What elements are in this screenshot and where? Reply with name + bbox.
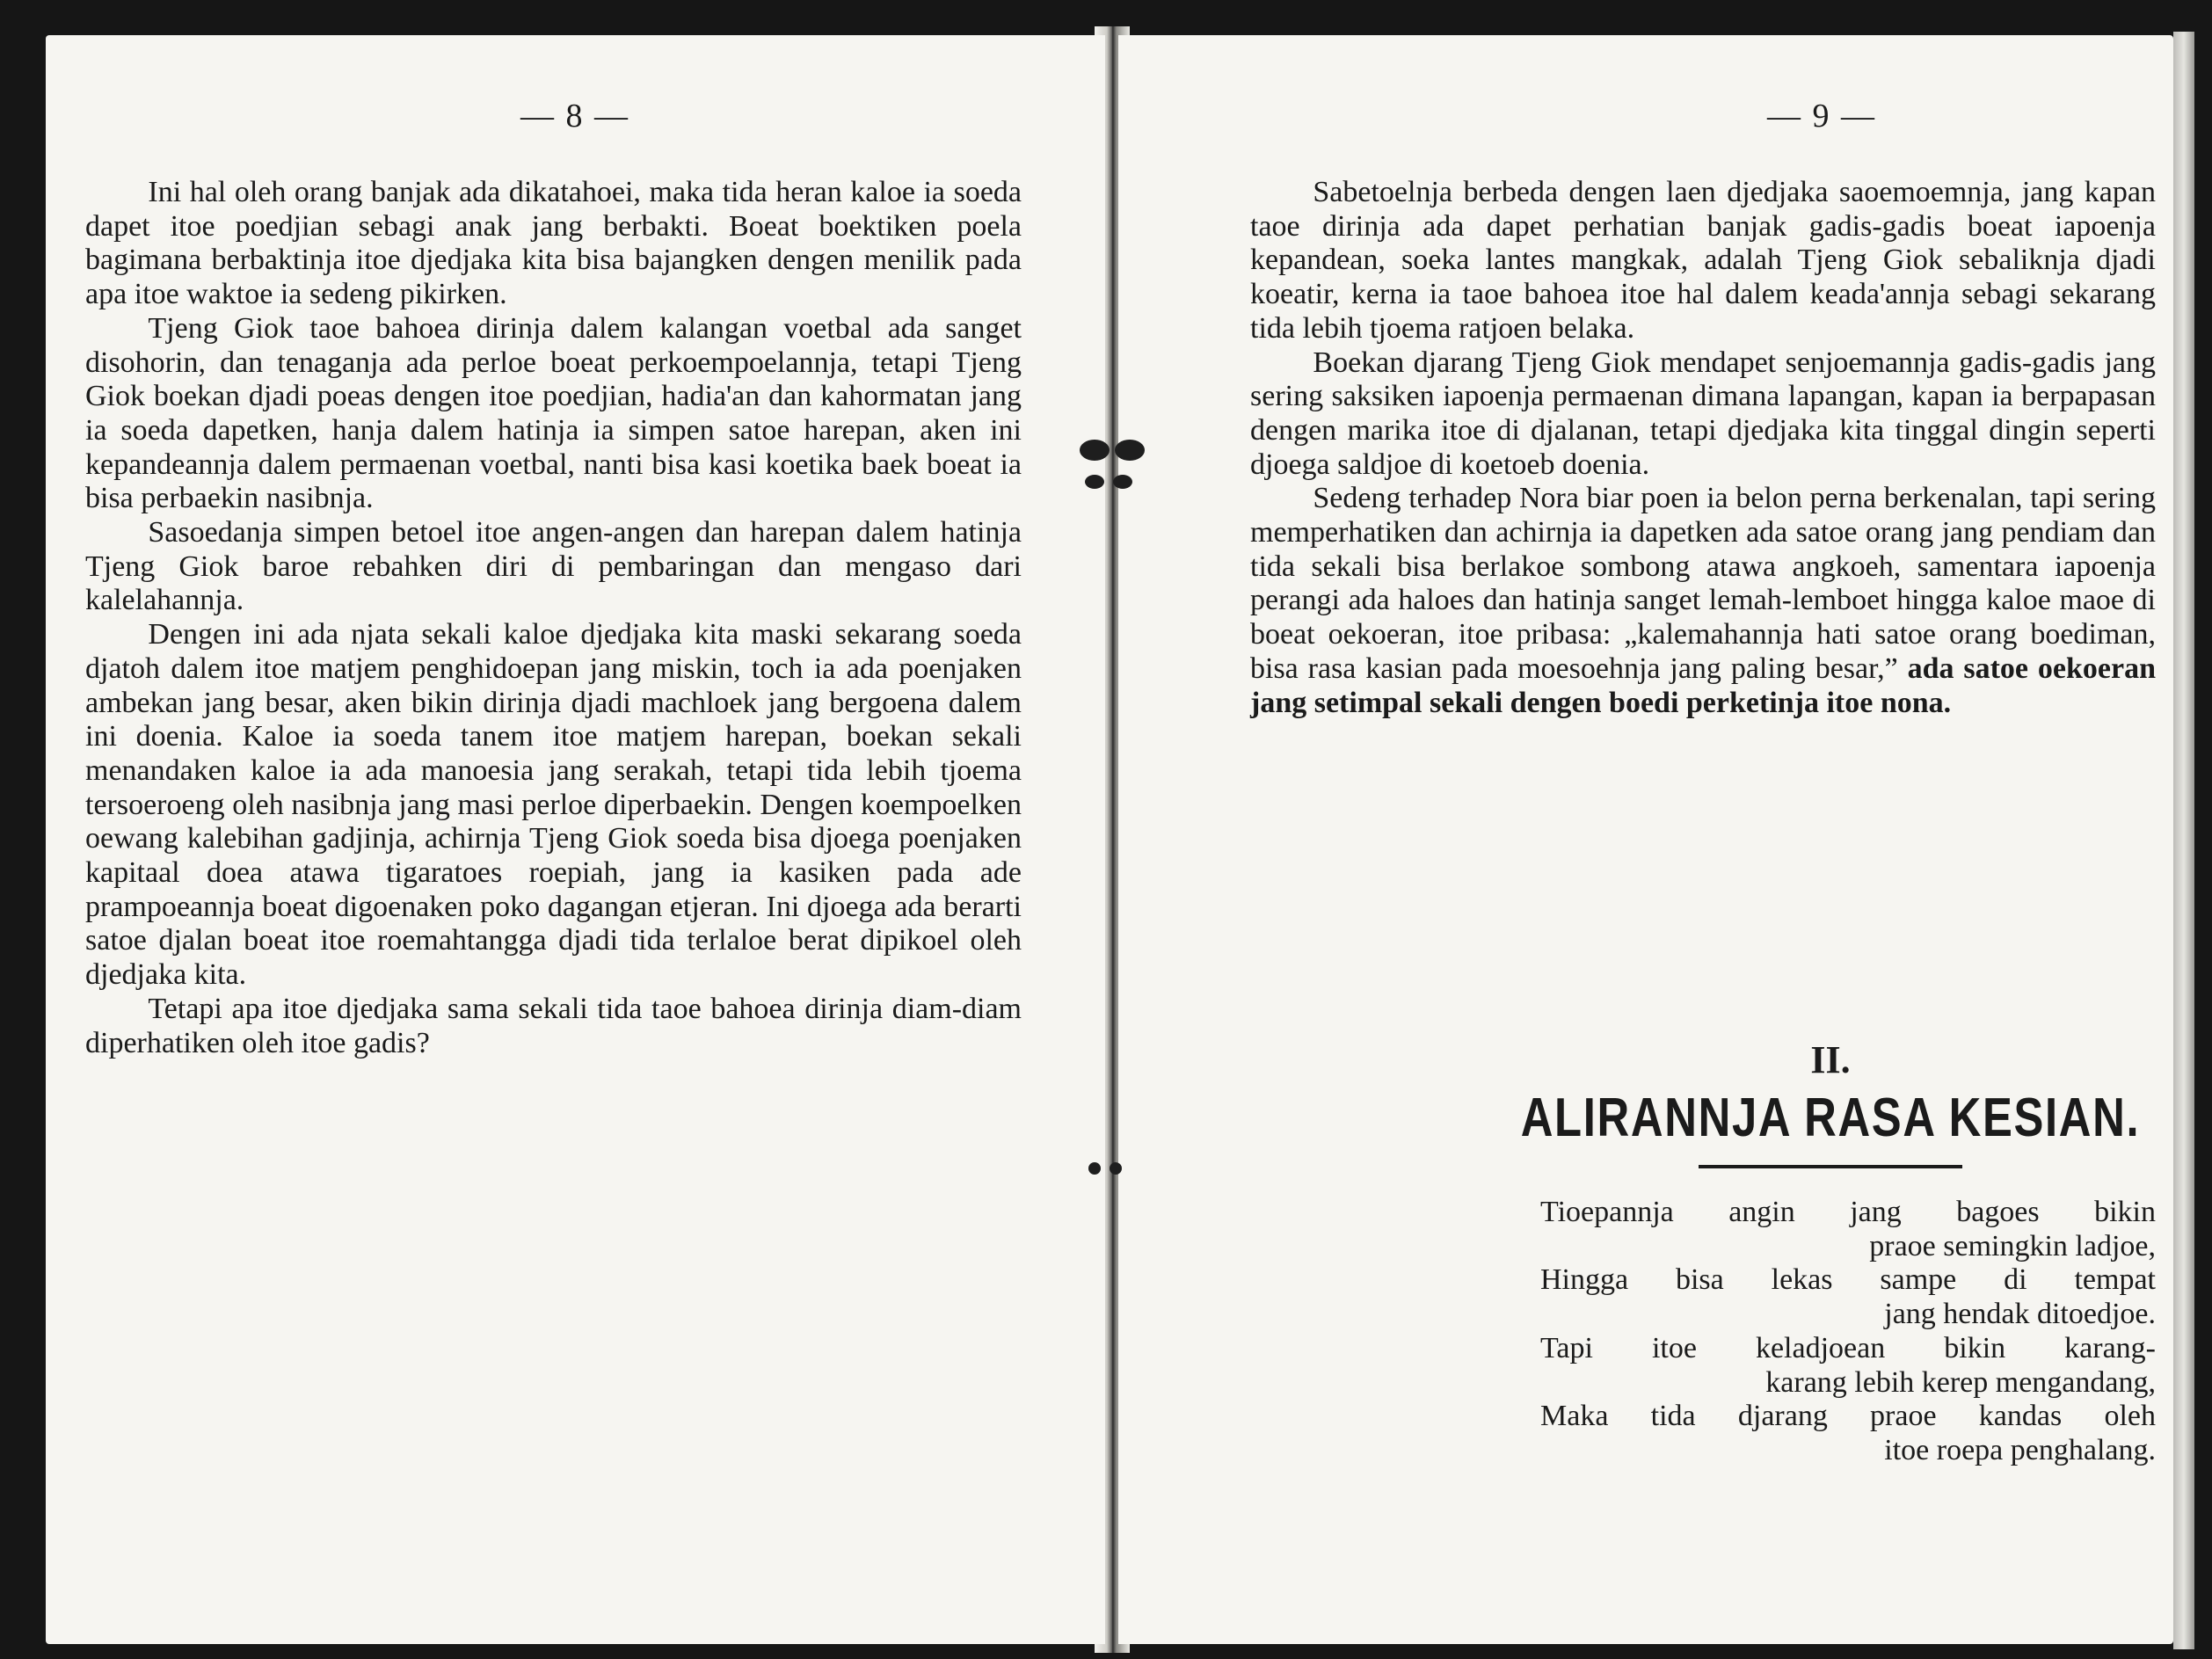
poem	[1540, 1196, 2156, 1468]
binding-hole-icon	[1088, 1162, 1101, 1175]
page-number-left: — 8 —	[520, 98, 629, 135]
right-page-text	[1250, 176, 2156, 720]
left-paragraph-2: Tjeng Giok taoe bahoea dirinja dalem kalangan voetbal ada sanget disohorin, dan tenaganja ada perloe boeat perkoempoelannja, tetapi Tjeng Giok boekan djadi poeas dengen itoe poedjian, hadia'an dan kahormatan jang ia soeda dapetken, hanja dalem hatinja ia simpen satoe harepan, aken ini kepandeannja dalem permaenan voetbal, nanti bisa kasi koetika baek boeat ia bisa perbaekin nasibnja.	[85, 311, 1022, 515]
poem-line-4a: Maka tida djarang praoe kandas oleh	[1540, 1400, 2156, 1433]
right-page	[1118, 35, 2173, 1644]
binding-hole-icon	[1085, 475, 1104, 489]
binding-hole-icon	[1113, 475, 1132, 489]
poem-line-2a: Hingga bisa lekas sampe di tempat	[1540, 1263, 2156, 1297]
poem-line-4b: itoe roepa penghalang.	[1884, 1433, 2156, 1466]
left-page-text	[85, 176, 1022, 1060]
left-paragraph-4: Dengen ini ada njata sekali kaloe djedjaka kita maski sekarang soeda djatoh dalem itoe matjem penghidoepan jang miskin, toch ia ada poenjaken ambekan jang besar, aken bikin dirinja djadi machloek jang bergoena dalem ini doenia. Kaloe ia soeda tanem itoe matjem harepan, boekan sekali menandaken kaloe ia ada manoesia jang serakah, tetapi tida lebih tjoema tersoeroeng oleh nasibnja jang masi perloe diperbaekin. Dengen koempoelken oewang kalebihan gadjinja, achirnja Tjeng Giok soeda bisa djoega poenjaken kapitaal doea atawa tigaratoes roepiah, jang ia kasiken pada ade prampoeannja boeat digoenaken poko dagangan etjeran. Ini djoega ada berarti satoe djalan boeat itoe roemahtangga djadi tida terlaloe berat dipikoel oleh djedjaka kita.	[85, 618, 1022, 992]
binding-hole-icon	[1115, 440, 1145, 461]
poem-line-2b: jang hendak ditoedjoe.	[1884, 1298, 2156, 1331]
right-paragraph-3-text: Sedeng terhadep Nora biar poen ia belon perna berkenalan, tapi sering memperhatiken dan achirnja ia dapetken ada satoe orang jang pendiam dan tida sekali bisa berlakoe sombong atawa angkoeh, samentara iapoenja perangi ada haloes dan hatinja sanget lemah-lemboet hingga kaloe maoe di boeat oekoeran, itoe pribasa: „kalemahannja hati satoe orang boediman, bisa rasa kasian pada moesoehnja jang paling besar,”	[1250, 482, 2156, 685]
binding-hole-icon	[1080, 440, 1110, 461]
poem-line-1a: Tioepannja angin jang bagoes bikin	[1540, 1196, 2156, 1228]
right-paragraph-2: Boekan djarang Tjeng Giok mendapet senjoemannja gadis-gadis jang sering saksiken iapoenja permaenan dimana lapangan, kapan ia berpapasan dengen marika itoe di djalanan, tetapi djedjaka kita tinggal dingin seperti djoega saldjoe di koetoeb doenia.	[1250, 346, 2156, 481]
right-paragraph-1: Sabetoelnja berbeda dengen laen djedjaka saoemoemnja, jang kapan taoe dirinja ada dapet perhatian banjak gadis-gadis boeat iapoenja kepandean, soeka lantes mangkak, adalah Tjeng Giok sebaliknja djadi koeatir, kerna ia taoe bahoea itoe hal dalem keada'annja sebagi sekarang tida lebih tjoema ratjoen belaka.	[1250, 176, 2156, 345]
left-paragraph-5: Tetapi apa itoe djedjaka sama sekali tida taoe bahoea dirinja diam-diam diperhatiken oleh itoe gadis?	[85, 992, 1022, 1059]
binding-hole-icon	[1110, 1162, 1122, 1175]
poem-line-3a: Tapi itoe keladjoean bikin karang-	[1540, 1331, 2156, 1364]
poem-line-1b: praoe semingkin ladjoe,	[1869, 1229, 2156, 1262]
left-paragraph-1: Ini hal oleh orang banjak ada dikatahoei, maka tida heran kaloe ia soeda dapet itoe poedjian sebagi anak jang berbakti. Boeat boektiken poela bagimana berbaktinja itoe djedjaka kita bisa bajangken dengen menilik pada apa itoe waktoe ia sedeng pikirken.	[85, 176, 1022, 311]
page-edge	[2173, 32, 2194, 1649]
right-paragraph-3	[1250, 482, 2156, 720]
title-rule	[1699, 1165, 1962, 1168]
poem-line-3b: karang lebih kerep mengandang,	[1765, 1365, 2156, 1399]
right-paragraph-3-bold: ada satoe oekoeran jang setimpal sekali dengen boedi perketinja itoe nona.	[1250, 651, 2156, 719]
page-number-right: — 9 —	[1767, 98, 1876, 135]
left-page	[46, 35, 1105, 1644]
chapter-number: II.	[1810, 1038, 1851, 1081]
chapter-title: ALIRANNJA RASA KESIAN.	[1520, 1088, 2141, 1148]
left-paragraph-3: Sasoedanja simpen betoel itoe angen-angen dan harepan dalem hatinja Tjeng Giok baroe rebahken diri di pembaringan dan mengaso dari kalelahannja.	[85, 516, 1022, 617]
